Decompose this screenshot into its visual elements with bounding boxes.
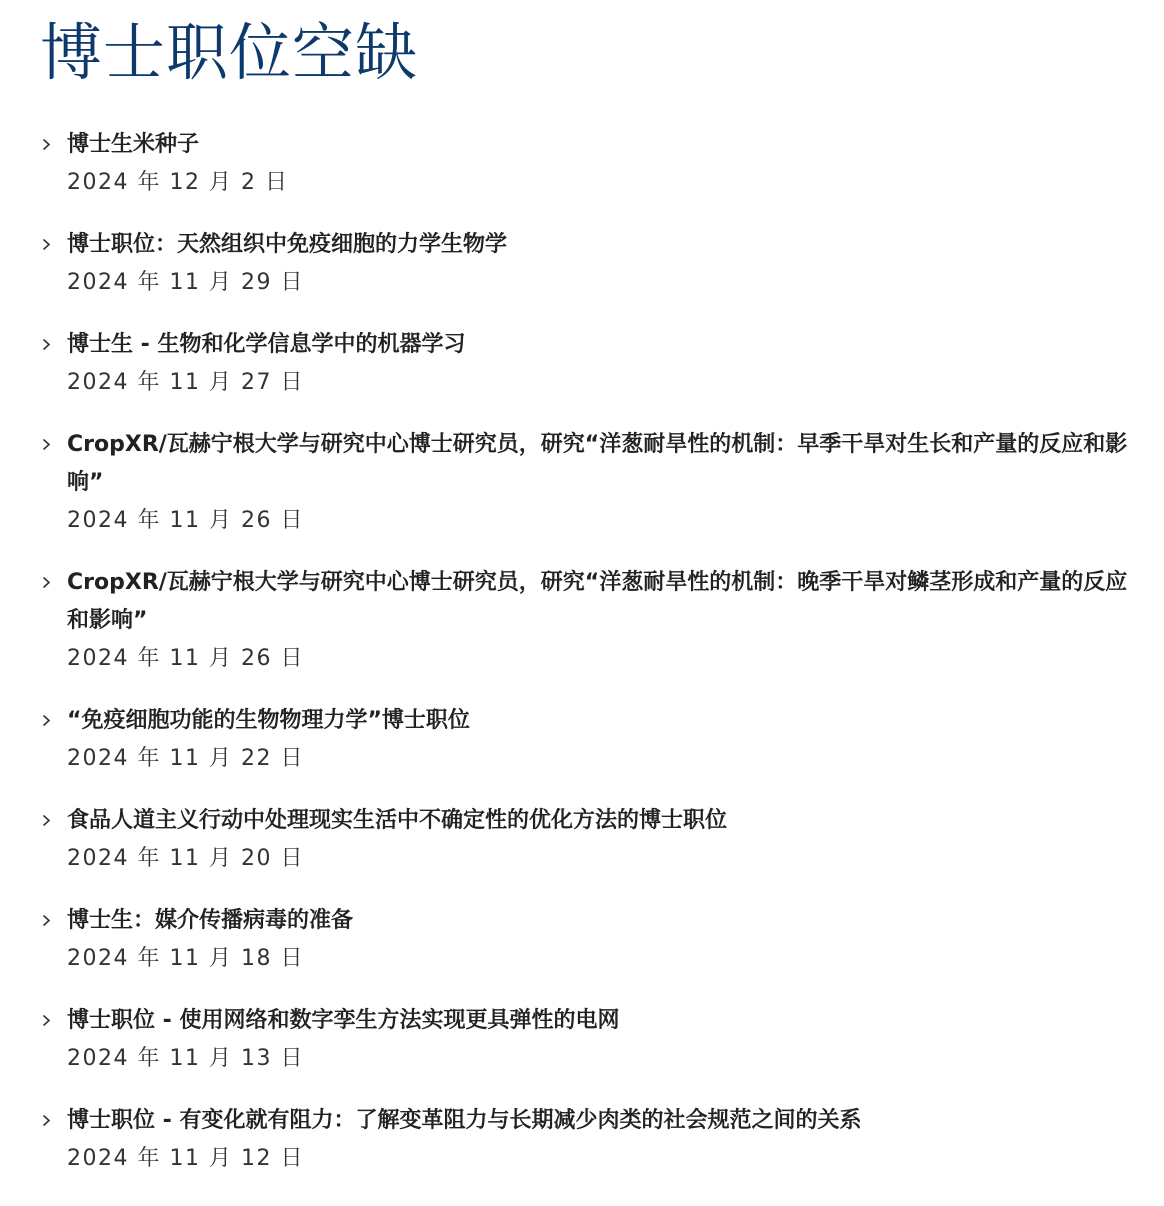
vacancy-link[interactable]: 博士职位 - 有变化就有阻力：了解变革阻力与长期减少肉类的社会规范之间的关系 [67, 1108, 862, 1133]
chevron-right-icon [40, 814, 53, 827]
vacancy-list [40, 126, 1134, 1178]
chevron-right-icon [40, 438, 53, 451]
list-item [40, 1002, 1134, 1078]
vacancy-link[interactable]: 博士职位：天然组织中免疫细胞的力学生物学 [67, 232, 508, 257]
chevron-right-icon [40, 576, 53, 589]
list-item [40, 1102, 1134, 1178]
chevron-right-icon [40, 714, 53, 727]
chevron-right-icon [40, 138, 53, 151]
vacancy-date: 2024 年 11 月 26 日 [67, 646, 304, 671]
vacancy-link[interactable]: 博士职位 - 使用网络和数字孪生方法实现更具弹性的电网 [67, 1008, 620, 1033]
vacancy-link[interactable]: CropXR/瓦赫宁根大学与研究中心博士研究员，研究“洋葱耐旱性的机制：晚季干旱对鳞茎形成和产量的反应和影响” [67, 570, 1128, 633]
list-item [40, 564, 1134, 678]
chevron-right-icon [40, 338, 53, 351]
vacancy-date: 2024 年 11 月 13 日 [67, 1046, 304, 1071]
vacancy-date: 2024 年 11 月 12 日 [67, 1146, 304, 1171]
list-item [40, 226, 1134, 302]
vacancy-link[interactable]: 博士生米种子 [67, 132, 200, 157]
list-item [40, 902, 1134, 978]
list-item [40, 126, 1134, 202]
vacancy-date: 2024 年 11 月 27 日 [67, 370, 304, 395]
chevron-right-icon [40, 1014, 53, 1027]
vacancy-date: 2024 年 12 月 2 日 [67, 170, 289, 195]
vacancy-date: 2024 年 11 月 26 日 [67, 508, 304, 533]
list-item [40, 426, 1134, 540]
vacancy-link[interactable]: “免疫细胞功能的生物物理力学”博士职位 [67, 708, 470, 733]
vacancy-link[interactable]: 博士生 - 生物和化学信息学中的机器学习 [67, 332, 466, 357]
list-item [40, 326, 1134, 402]
vacancy-link[interactable]: CropXR/瓦赫宁根大学与研究中心博士研究员，研究“洋葱耐旱性的机制：早季干旱对生长和产量的反应和影响” [67, 432, 1128, 495]
vacancy-link[interactable]: 博士生：媒介传播病毒的准备 [67, 908, 354, 933]
vacancy-link[interactable]: 食品人道主义行动中处理现实生活中不确定性的优化方法的博士职位 [67, 808, 728, 833]
vacancy-date: 2024 年 11 月 18 日 [67, 946, 304, 971]
vacancy-date: 2024 年 11 月 22 日 [67, 746, 304, 771]
chevron-right-icon [40, 914, 53, 927]
chevron-right-icon [40, 238, 53, 251]
list-item [40, 702, 1134, 778]
vacancy-date: 2024 年 11 月 20 日 [67, 846, 304, 871]
vacancy-date: 2024 年 11 月 29 日 [67, 270, 304, 295]
chevron-right-icon [40, 1114, 53, 1127]
page-title: 博士职位空缺 [40, 16, 419, 89]
list-item [40, 802, 1134, 878]
